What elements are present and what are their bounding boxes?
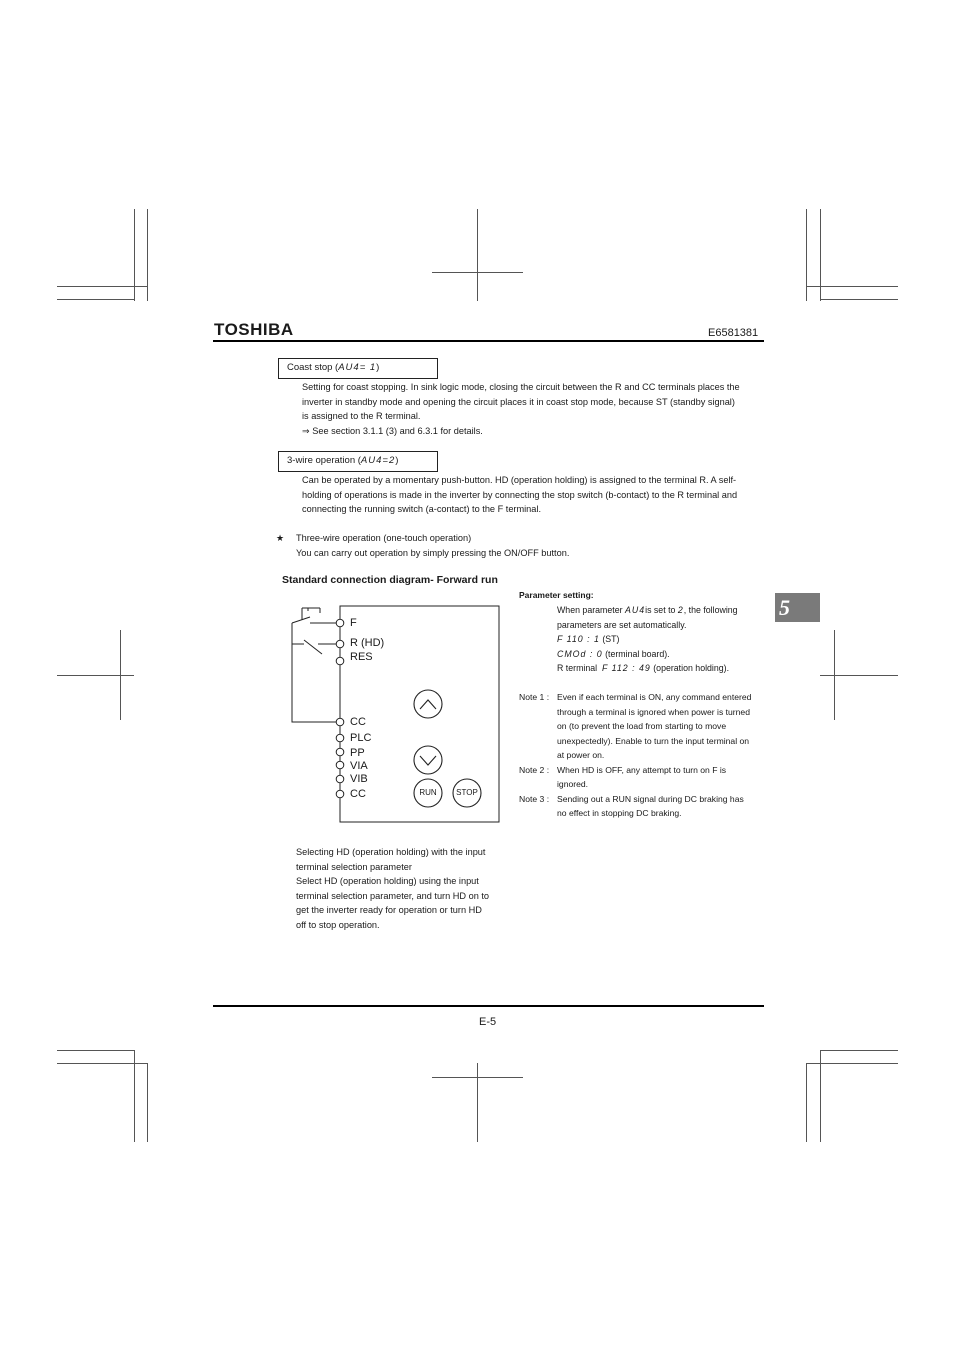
three-wire-body xyxy=(302,473,772,517)
paragraph-line: Can be operated by a momentary push-button. HD (operation holding) is assigned to the terminal R. A self- xyxy=(302,475,737,485)
text: R terminal xyxy=(557,663,598,674)
three-wire-title xyxy=(278,451,438,472)
parameter-code: F 110 : 1 xyxy=(557,634,600,645)
note-text xyxy=(557,763,726,792)
note-line: ignored. xyxy=(557,779,589,789)
star-note xyxy=(296,531,696,560)
paragraph-line: inverter in standby mode and opening the circuit places it in coast stop mode, because ST (standby signal) xyxy=(302,396,735,407)
hd-note xyxy=(296,845,516,933)
footer-rule xyxy=(213,1005,764,1007)
header-rule xyxy=(213,340,764,342)
note-label: Note 2 : xyxy=(519,764,550,775)
terminal-label: VIA xyxy=(350,760,368,772)
hd-note-line: terminal selection parameter xyxy=(296,861,412,872)
note-line: When HD is OFF, any attempt to turn on F is xyxy=(557,764,727,775)
parameter-code: AU4 xyxy=(624,605,646,615)
stop-key-label: STOP xyxy=(456,788,478,797)
see-reference: ⇒ See section 3.1.1 (3) and 6.3.1 for details. xyxy=(302,425,483,436)
parameter-line xyxy=(557,661,767,676)
chapter-tab: 5 xyxy=(775,593,820,622)
note-text xyxy=(557,792,744,821)
note-label: Note 1 : xyxy=(519,692,550,702)
doc-number: E6581381 xyxy=(708,327,759,339)
terminal-label: CC xyxy=(350,788,366,800)
title-text: ) xyxy=(376,362,380,373)
brand-logo: TOSHIBA xyxy=(214,320,294,339)
terminal-label: RES xyxy=(350,651,373,663)
text: (terminal board). xyxy=(605,648,670,659)
hd-note-line: Select HD (operation holding) using the input xyxy=(296,876,479,887)
note-item xyxy=(519,763,769,792)
star-note-line: You can carry out operation by simply pressing the ON/OFF button. xyxy=(296,547,570,558)
title-text: 3-wire operation ( xyxy=(287,455,361,466)
parameter-line xyxy=(557,647,767,662)
paragraph-line: holding of operations is made in the inverter by connecting the stop switch (b-contact) to the R terminal and xyxy=(302,489,738,500)
paragraph-line: is assigned to the R terminal. xyxy=(302,411,421,422)
common-wire xyxy=(292,623,337,722)
note-line: no effect in stopping DC braking. xyxy=(557,808,682,818)
text: (operation holding). xyxy=(653,663,730,674)
terminal-label: CC xyxy=(350,716,366,728)
note-label: Note 3 : xyxy=(519,793,550,804)
hd-note-line: get the inverter ready for operation or turn HD xyxy=(296,905,482,916)
terminal-label: R (HD) xyxy=(350,637,385,649)
run-switch-icon xyxy=(292,608,337,623)
parameter-code: AU4=2 xyxy=(360,455,396,466)
diagram-heading: Standard connection diagram- Forward run xyxy=(282,574,498,586)
note-line: Even if each terminal is ON, any command entered xyxy=(557,692,752,702)
parameter-line xyxy=(557,603,767,618)
down-key-icon xyxy=(414,746,442,774)
title-text: ) xyxy=(395,455,399,466)
text: When parameter xyxy=(557,605,623,615)
note-line: on (to prevent the load from starting to move xyxy=(557,721,727,731)
terminal-label: PLC xyxy=(350,732,372,744)
note-line: at power on. xyxy=(557,750,605,760)
note-line: Sending out a RUN signal during DC braking has xyxy=(557,793,744,804)
terminal-label: VIB xyxy=(350,773,368,785)
paragraph-line: Setting for coast stopping. In sink logic mode, closing the circuit between the R and CC terminals places the xyxy=(302,382,740,392)
parameter-code: CMOd : 0 xyxy=(557,648,603,659)
hd-note-line: off to stop operation. xyxy=(296,919,380,930)
hd-note-line: Selecting HD (operation holding) with the input xyxy=(296,847,486,857)
terminal-label: PP xyxy=(350,747,365,759)
star-icon: ★ xyxy=(276,533,285,543)
run-key-label: RUN xyxy=(419,788,437,797)
text: , the following xyxy=(683,605,738,615)
parameter-heading: Parameter setting: xyxy=(519,590,594,600)
parameter-code: F 112 : 49 xyxy=(601,663,651,674)
paragraph-line: connecting the running switch (a-contact) to the F terminal. xyxy=(302,504,541,515)
text: (ST) xyxy=(602,634,620,645)
notes xyxy=(519,690,769,821)
coast-stop-body xyxy=(302,380,772,438)
parameter-code: AU4= 1 xyxy=(338,362,377,373)
note-text xyxy=(557,690,751,763)
title-text: Coast stop ( xyxy=(287,362,339,373)
up-key-icon xyxy=(414,690,442,718)
hd-note-line: terminal selection parameter, and turn HD on to xyxy=(296,890,490,901)
note-line: through a terminal is ignored when power is turned xyxy=(557,706,750,717)
text: is set to xyxy=(645,605,676,615)
parameter-line xyxy=(557,632,767,647)
page-number: E-5 xyxy=(479,1016,497,1028)
connection-diagram xyxy=(280,600,510,832)
coast-stop-title xyxy=(278,358,438,379)
note-line: unexpectedly). Enable to turn the input terminal on xyxy=(557,735,750,746)
star-note-line: Three-wire operation (one-touch operation) xyxy=(296,533,472,543)
note-item xyxy=(519,690,769,763)
parameter-block xyxy=(557,603,767,676)
parameter-code: 2 xyxy=(677,605,684,615)
terminal-label: F xyxy=(350,617,357,629)
note-item xyxy=(519,792,769,821)
parameter-line: parameters are set automatically. xyxy=(557,619,687,630)
stop-switch-icon xyxy=(292,640,337,654)
